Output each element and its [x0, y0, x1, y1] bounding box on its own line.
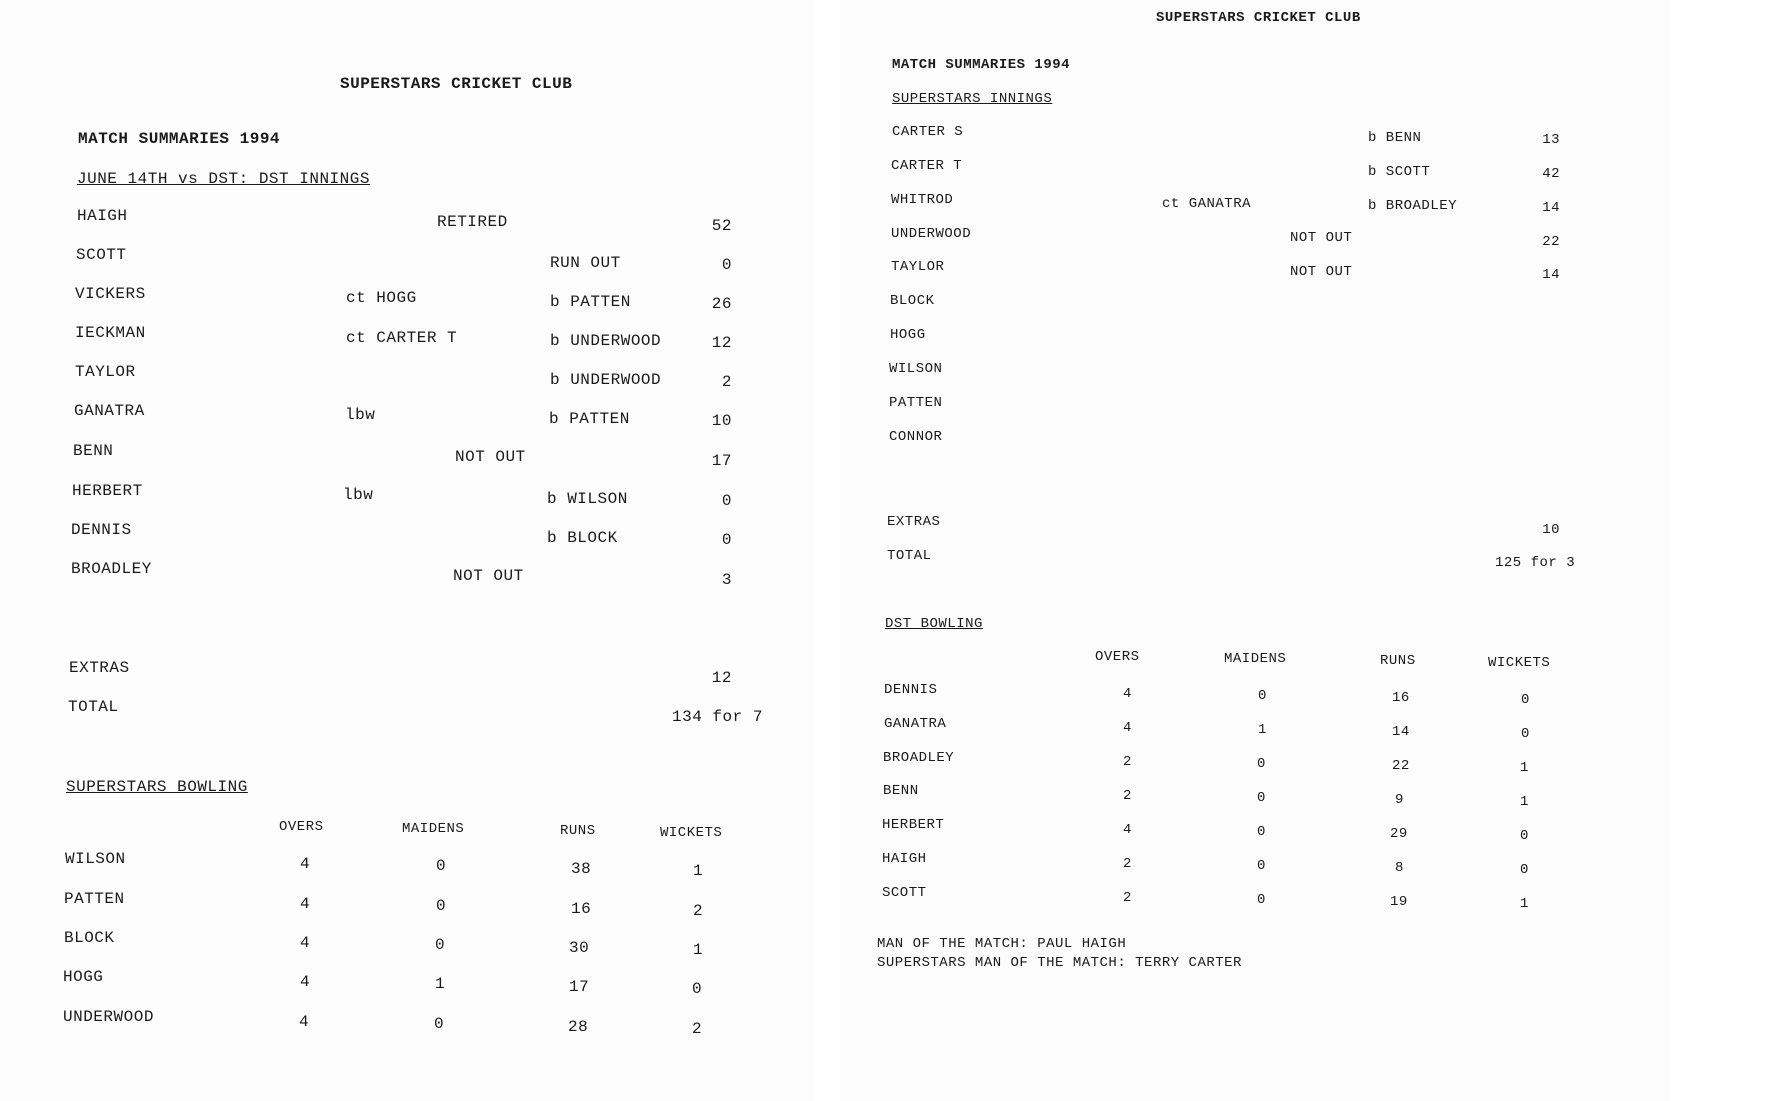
overs: 2: [1123, 754, 1132, 770]
runs: 16: [1392, 690, 1410, 706]
club-title: SUPERSTARS CRICKET CLUB: [340, 75, 573, 93]
overs: 4: [300, 855, 311, 873]
overs: 2: [1123, 788, 1132, 804]
bowler: b BLOCK: [547, 529, 618, 547]
dismissal: NOT OUT: [1290, 230, 1353, 246]
batsman-name: SCOTT: [76, 246, 127, 264]
runs: 16: [571, 900, 592, 918]
runs: 14: [1542, 267, 1560, 283]
runs: 19: [1390, 894, 1408, 910]
left-page: [0, 0, 815, 1101]
bowler: b BROADLEY: [1368, 198, 1458, 214]
overs: 2: [1123, 856, 1132, 872]
bowler-name: BROADLEY: [883, 750, 955, 766]
runs: 22: [1542, 234, 1560, 250]
runs: 17: [569, 978, 590, 996]
runs: 22: [1392, 758, 1410, 774]
batsman-name: HAIGH: [77, 207, 128, 225]
overs: 4: [1123, 822, 1132, 838]
batsman-name: TAYLOR: [75, 363, 136, 381]
superstars-man-of-match: SUPERSTARS MAN OF THE MATCH: TERRY CARTER: [877, 955, 1242, 971]
overs: 4: [300, 973, 311, 991]
bowler: b UNDERWOOD: [550, 332, 662, 350]
bowler-name: SCOTT: [882, 885, 927, 901]
overs: 4: [1123, 686, 1132, 702]
dismissal: NOT OUT: [453, 567, 524, 585]
wickets: 1: [1520, 760, 1529, 776]
wickets: 1: [693, 862, 704, 880]
bowler-name: GANATRA: [884, 716, 947, 732]
runs: 12: [711, 334, 732, 352]
bowler: b WILSON: [547, 490, 628, 508]
wickets: 2: [693, 902, 704, 920]
runs: 29: [1390, 826, 1408, 842]
col-header-maidens: MAIDENS: [1224, 651, 1287, 667]
runs: 14: [1542, 200, 1560, 216]
bowler-name: BLOCK: [64, 929, 115, 947]
summaries-title: MATCH SUMMARIES 1994: [892, 57, 1071, 73]
summaries-title: MATCH SUMMARIES 1994: [78, 130, 281, 148]
bowler-name: DENNIS: [884, 682, 938, 698]
col-header-maidens: MAIDENS: [402, 821, 465, 837]
total-label: TOTAL: [887, 548, 932, 564]
col-header-runs: RUNS: [1380, 653, 1416, 669]
dismissal: RUN OUT: [550, 254, 621, 272]
bowler-name: HAIGH: [882, 851, 927, 867]
runs: 13: [1542, 132, 1560, 148]
total-value: 125 for 3: [1495, 555, 1576, 571]
wickets: 0: [1520, 828, 1529, 844]
bowler: b SCOTT: [1368, 164, 1431, 180]
runs: 0: [721, 256, 732, 274]
maidens: 0: [436, 897, 447, 915]
bowler-name: UNDERWOOD: [63, 1008, 154, 1026]
club-title: SUPERSTARS CRICKET CLUB: [1156, 10, 1361, 26]
maidens: 0: [1257, 892, 1266, 908]
bowler-name: WILSON: [65, 850, 126, 868]
wickets: 1: [1520, 794, 1529, 810]
overs: 4: [299, 1013, 310, 1031]
bowling-heading: SUPERSTARS BOWLING: [66, 778, 248, 796]
extras-label: EXTRAS: [887, 514, 941, 530]
runs: 8: [1395, 860, 1404, 876]
maidens: 0: [1257, 858, 1266, 874]
runs: 26: [711, 295, 732, 313]
maidens: 1: [1258, 722, 1267, 738]
dismissal: lbw: [343, 486, 374, 504]
runs: 52: [711, 217, 732, 235]
col-header-overs: OVERS: [279, 819, 324, 835]
wickets: 1: [1520, 896, 1529, 912]
batsman-name: HOGG: [890, 327, 926, 343]
batsman-name: BLOCK: [890, 293, 935, 309]
match-heading: JUNE 14TH vs DST: DST INNINGS: [77, 170, 370, 188]
runs: 42: [1542, 166, 1560, 182]
bowler-name: BENN: [883, 783, 919, 799]
runs: 2: [721, 373, 732, 391]
batsman-name: IECKMAN: [75, 324, 146, 342]
runs: 0: [721, 492, 732, 510]
dismissal: RETIRED: [437, 213, 508, 231]
innings-heading: SUPERSTARS INNINGS: [892, 91, 1053, 107]
batsman-name: HERBERT: [72, 482, 143, 500]
maidens: 0: [1257, 790, 1266, 806]
overs: 2: [1123, 890, 1132, 906]
maidens: 0: [436, 857, 447, 875]
maidens: 1: [435, 975, 446, 993]
dismissal: NOT OUT: [1290, 264, 1353, 280]
batsman-name: CARTER T: [891, 158, 963, 174]
col-header-overs: OVERS: [1095, 649, 1140, 665]
extras-label: EXTRAS: [69, 659, 130, 677]
maidens: 0: [1257, 756, 1266, 772]
wickets: 0: [692, 980, 703, 998]
bowler: b UNDERWOOD: [550, 371, 662, 389]
wickets: 1: [693, 941, 704, 959]
bowler-name: HERBERT: [882, 817, 945, 833]
dismissal: ct GANATRA: [1162, 196, 1252, 212]
batsman-name: GANATRA: [74, 402, 145, 420]
runs: 17: [711, 452, 732, 470]
col-header-runs: RUNS: [560, 823, 596, 839]
right-page: [840, 0, 1670, 1101]
batsman-name: CARTER S: [892, 124, 964, 140]
bowling-heading: DST BOWLING: [885, 616, 983, 632]
batsman-name: DENNIS: [71, 521, 132, 539]
bowler-name: HOGG: [63, 968, 104, 986]
wickets: 2: [692, 1020, 703, 1038]
runs: 0: [721, 531, 732, 549]
batsman-name: BROADLEY: [71, 560, 152, 578]
batsman-name: UNDERWOOD: [891, 226, 972, 242]
bowler: b PATTEN: [550, 293, 631, 311]
batsman-name: VICKERS: [75, 285, 146, 303]
dismissal: NOT OUT: [455, 448, 526, 466]
overs: 4: [300, 895, 311, 913]
runs: 38: [571, 860, 592, 878]
dismissal: ct CARTER T: [346, 329, 458, 347]
wickets: 0: [1521, 692, 1530, 708]
dismissal: ct HOGG: [346, 289, 417, 307]
runs: 14: [1392, 724, 1410, 740]
runs: 30: [569, 939, 590, 957]
extras-value: 10: [1542, 522, 1560, 538]
batsman-name: TAYLOR: [891, 259, 945, 275]
dismissal: lbw: [345, 406, 376, 424]
bowler: b BENN: [1368, 130, 1422, 146]
bowler-name: PATTEN: [64, 890, 125, 908]
extras-value: 12: [711, 669, 732, 687]
col-header-wickets: WICKETS: [660, 825, 723, 841]
maidens: 0: [1258, 688, 1267, 704]
batsman-name: CONNOR: [889, 429, 943, 445]
maidens: 0: [434, 1015, 445, 1033]
bowler: b PATTEN: [549, 410, 630, 428]
total-value: 134 for 7: [672, 708, 763, 726]
runs: 10: [711, 412, 732, 430]
batsman-name: WILSON: [889, 361, 943, 377]
batsman-name: WHITROD: [891, 192, 954, 208]
col-header-wickets: WICKETS: [1488, 655, 1551, 671]
overs: 4: [1123, 720, 1132, 736]
maidens: 0: [1257, 824, 1266, 840]
wickets: 0: [1520, 862, 1529, 878]
runs: 9: [1395, 792, 1404, 808]
batsman-name: BENN: [73, 442, 114, 460]
maidens: 0: [435, 936, 446, 954]
wickets: 0: [1521, 726, 1530, 742]
man-of-match: MAN OF THE MATCH: PAUL HAIGH: [877, 936, 1127, 952]
batsman-name: PATTEN: [889, 395, 943, 411]
overs: 4: [300, 934, 311, 952]
total-label: TOTAL: [68, 698, 119, 716]
runs: 28: [568, 1018, 589, 1036]
runs: 3: [721, 571, 732, 589]
